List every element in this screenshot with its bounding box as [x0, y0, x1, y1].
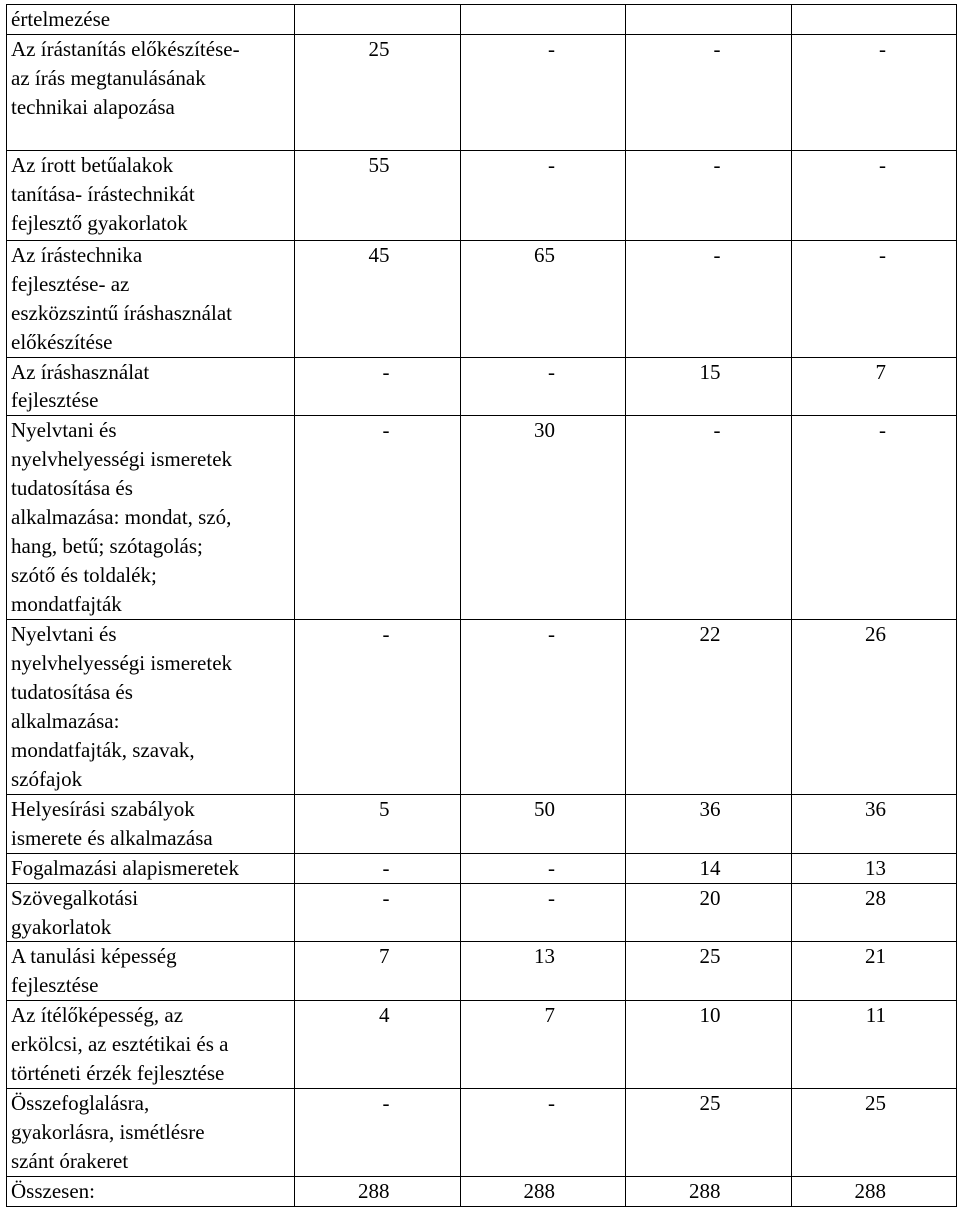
topic-line: Az írástechnika	[11, 242, 143, 267]
value-cell: 14	[626, 853, 792, 883]
topic-line: Helyesírási szabályok	[11, 796, 195, 821]
topic-line: Összefoglalásra,	[11, 1091, 150, 1116]
topic-line: alkalmazása:	[11, 709, 120, 734]
topic-line: szánt órakeret	[11, 1148, 129, 1173]
table-row	[7, 942, 957, 1001]
value-cell: -	[295, 416, 461, 620]
topic-cell	[7, 240, 295, 357]
value-cell: 30	[460, 416, 626, 620]
value-cell: 25	[626, 1089, 792, 1177]
topic-line: tudatosítása és	[11, 680, 133, 705]
value-cell: -	[626, 34, 792, 150]
topic-line: fejlesztése- az	[11, 271, 130, 296]
value-cell: -	[460, 620, 626, 794]
topic-line: Az írott betűalakok	[11, 152, 174, 177]
topic-cell	[7, 416, 295, 620]
value-cell: 25	[295, 34, 461, 150]
table-row	[7, 416, 957, 620]
topic-line: erkölcsi, az esztétikai és a	[11, 1032, 229, 1057]
topic-cell	[7, 942, 295, 1001]
topic-cell	[7, 853, 295, 883]
value-cell: -	[460, 883, 626, 942]
topic-line: az írás megtanulásának	[11, 65, 206, 90]
value-cell: -	[295, 357, 461, 416]
value-cell: -	[791, 240, 957, 357]
value-cell: -	[626, 416, 792, 620]
value-cell: -	[295, 883, 461, 942]
value-cell: 22	[626, 620, 792, 794]
topic-line: mondatfajták	[11, 591, 122, 616]
value-cell: -	[791, 416, 957, 620]
topic-cell	[7, 1001, 295, 1089]
table-row	[7, 150, 957, 240]
value-cell: 11	[791, 1001, 957, 1089]
value-cell: 25	[626, 942, 792, 1001]
topic-line: eszközszintű íráshasználat	[11, 300, 232, 325]
total-label	[7, 1176, 295, 1206]
value-cell: -	[626, 150, 792, 240]
topic-line: Az ítélőképesség, az	[11, 1003, 184, 1028]
topic-line: A tanulási képesség	[11, 944, 177, 969]
value-cell: -	[295, 620, 461, 794]
value-cell: 10	[626, 1001, 792, 1089]
topic-line: értelmezése	[11, 7, 111, 31]
value-cell: 26	[791, 620, 957, 794]
value-cell	[460, 5, 626, 35]
value-cell: 45	[295, 240, 461, 357]
topic-line: Az írástanítás előkészítése-	[11, 36, 240, 61]
table-row	[7, 5, 957, 35]
table-row	[7, 34, 957, 150]
table-row	[7, 1089, 957, 1177]
topic-line: technikai alapozása	[11, 94, 175, 119]
topic-line: fejlesztő gyakorlatok	[11, 210, 188, 235]
topic-line: szófajok	[11, 766, 83, 791]
total-value-cell: 288	[295, 1176, 461, 1206]
topic-line: Szövegalkotási	[11, 885, 139, 910]
total-value-cell: 288	[626, 1176, 792, 1206]
value-cell: -	[791, 150, 957, 240]
value-cell: 4	[295, 1001, 461, 1089]
value-cell: -	[295, 1089, 461, 1177]
topic-line: szótő és toldalék;	[11, 562, 157, 587]
table-row	[7, 240, 957, 357]
value-cell: -	[460, 150, 626, 240]
topic-line: gyakorlatok	[11, 914, 112, 939]
topic-line: Fogalmazási alapismeretek	[11, 855, 239, 880]
total-row	[7, 1176, 957, 1206]
value-cell: 7	[791, 357, 957, 416]
value-cell: 7	[295, 942, 461, 1001]
topic-line: Nyelvtani és	[11, 418, 117, 443]
topic-cell	[7, 794, 295, 853]
table-row	[7, 883, 957, 942]
value-cell: 50	[460, 794, 626, 853]
value-cell: 20	[626, 883, 792, 942]
value-cell: -	[460, 853, 626, 883]
topic-line: Nyelvtani és	[11, 622, 117, 647]
topic-cell	[7, 357, 295, 416]
topic-line: tanítása- írástechnikát	[11, 181, 195, 206]
topic-cell	[7, 620, 295, 794]
total-value-cell: 288	[791, 1176, 957, 1206]
value-cell	[791, 5, 957, 35]
value-cell: -	[295, 853, 461, 883]
value-cell: 36	[626, 794, 792, 853]
topic-line: Az íráshasználat	[11, 359, 150, 384]
topic-line: hang, betű; szótagolás;	[11, 533, 203, 558]
topic-line: gyakorlásra, ismétlésre	[11, 1120, 205, 1145]
table-row	[7, 1001, 957, 1089]
value-cell: 55	[295, 150, 461, 240]
topic-cell	[7, 5, 295, 35]
value-cell: -	[460, 357, 626, 416]
value-cell: 65	[460, 240, 626, 357]
topic-line: nyelvhelyességi ismeretek	[11, 447, 233, 472]
value-cell: -	[460, 34, 626, 150]
value-cell: 25	[791, 1089, 957, 1177]
topic-line: alkalmazása: mondat, szó,	[11, 505, 232, 530]
total-value-cell: 288	[460, 1176, 626, 1206]
topic-line: fejlesztése	[11, 388, 99, 413]
value-cell	[295, 5, 461, 35]
topic-cell	[7, 34, 295, 150]
value-cell: 7	[460, 1001, 626, 1089]
table-row	[7, 853, 957, 883]
value-cell: -	[460, 1089, 626, 1177]
table-row	[7, 620, 957, 794]
table-row	[7, 357, 957, 416]
topic-cell	[7, 150, 295, 240]
value-cell: -	[626, 240, 792, 357]
value-cell: 13	[791, 853, 957, 883]
value-cell: -	[791, 34, 957, 150]
topic-line: történeti érzék fejlesztése	[11, 1061, 225, 1086]
topic-line: fejlesztése	[11, 973, 99, 998]
topic-line: mondatfajták, szavak,	[11, 737, 195, 762]
topic-line: Összesen:	[11, 1178, 95, 1203]
topic-line: tudatosítása és	[11, 476, 133, 501]
value-cell: 13	[460, 942, 626, 1001]
topic-line: nyelvhelyességi ismeretek	[11, 651, 233, 676]
value-cell: 36	[791, 794, 957, 853]
value-cell: 28	[791, 883, 957, 942]
curriculum-hours-table	[6, 4, 957, 1207]
topic-line: ismerete és alkalmazása	[11, 825, 213, 850]
value-cell	[626, 5, 792, 35]
value-cell: 15	[626, 357, 792, 416]
topic-line: előkészítése	[11, 329, 113, 354]
topic-cell	[7, 883, 295, 942]
value-cell: 5	[295, 794, 461, 853]
table-row	[7, 794, 957, 853]
topic-cell	[7, 1089, 295, 1177]
value-cell: 21	[791, 942, 957, 1001]
